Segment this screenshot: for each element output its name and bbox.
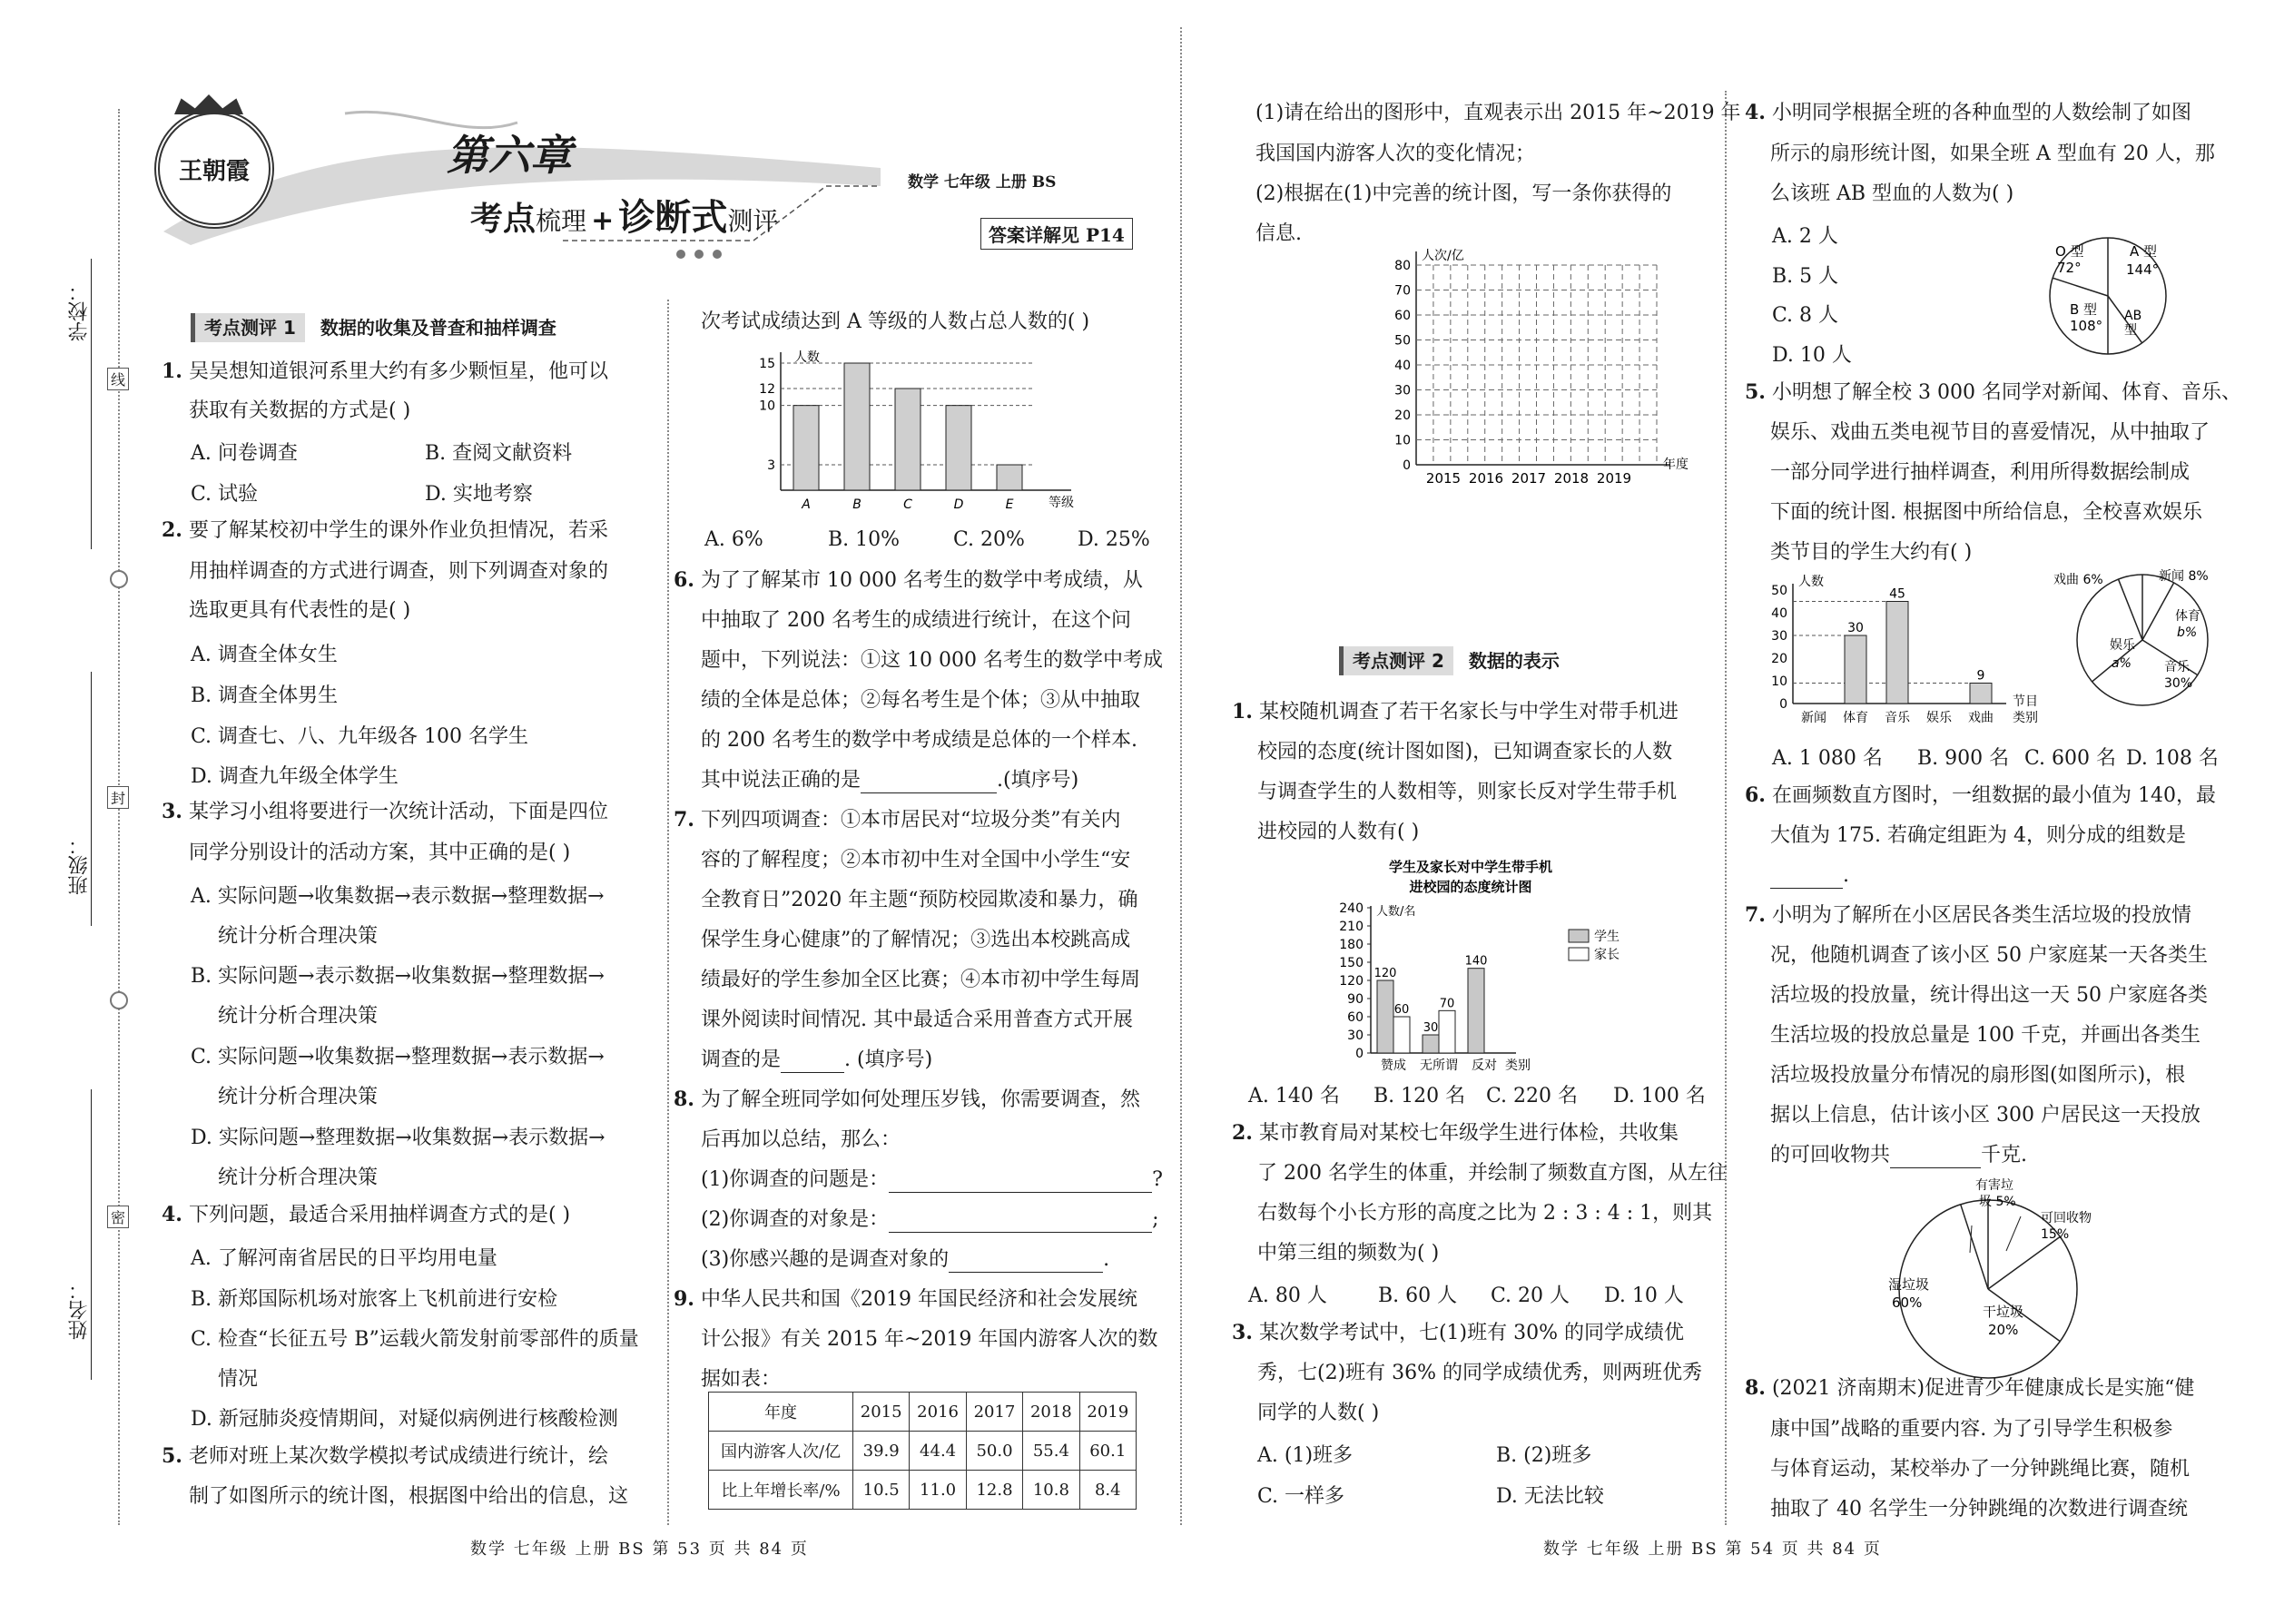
table-cell: 2015 <box>853 1393 910 1432</box>
question-line: 据以上信息，估计该小区 300 户居民这一天投放 <box>1770 1104 2200 1127</box>
legend-label: 学生 <box>1594 930 1620 944</box>
option-a[interactable]: A. 140 名 <box>1248 1085 1340 1107</box>
pie-label: 型 <box>2124 323 2137 338</box>
option-a[interactable]: A. 了解河南省居民的日平均用电量 <box>191 1247 497 1270</box>
question-line: 活垃圾的投放量，统计得出这一天 50 户家庭各类 <box>1770 984 2208 1007</box>
question-line: 全教育日”2020 年主题“预防校园欺凌和暴力，确 <box>701 889 1138 911</box>
chart-ylabel: 人数/名 <box>1376 905 1416 919</box>
category-label: B <box>852 497 861 512</box>
question-7: 7. 下列四项调查：①本市居民对“垃圾分类”有关内 <box>674 808 1121 832</box>
table-row <box>709 1471 1137 1510</box>
legend-swatch <box>1569 948 1589 960</box>
option-d-cont: 统计分析合理决策 <box>218 1166 379 1189</box>
option-b[interactable]: B. 调查全体男生 <box>191 684 339 707</box>
option-d[interactable]: D. 108 名 <box>2126 747 2219 770</box>
question-line: 一部分同学进行抽样调查，利用所得数据绘制成 <box>1770 461 2191 484</box>
tick-label: 40 <box>1394 359 1411 373</box>
pie-label: 108° <box>2070 318 2103 334</box>
table-cell: 11.0 <box>910 1471 966 1510</box>
category-label: 2018 <box>1553 470 1590 487</box>
bar <box>1393 1017 1410 1053</box>
question-9: 9. 中华人民共和国《2019 年国民经济和社会发展统 <box>674 1287 1137 1311</box>
table-cell: 年度 <box>709 1393 853 1432</box>
category-label: D <box>953 497 964 512</box>
question-8: 8. 为了解全班同学如何处理压岁钱，你需要调查，然 <box>674 1088 1140 1111</box>
tick-label: 40 <box>1771 606 1787 621</box>
category-label: A <box>802 497 811 512</box>
chart-phone-attitude <box>1307 853 1634 1071</box>
question-line: (1)你调查的问题是： ? <box>701 1168 1163 1191</box>
question-r3: 3. 某次数学考试中，七(1)班有 30% 的同学成绩优 <box>1232 1321 1685 1344</box>
question-line: 我国国内游客人次的变化情况； <box>1255 143 1536 165</box>
school-field[interactable] <box>91 259 92 549</box>
bar <box>793 406 819 490</box>
category-label: 反对 <box>1472 1058 1497 1071</box>
table-cell: 12.8 <box>966 1471 1022 1510</box>
data-label: 70 <box>1439 997 1455 1011</box>
question-r8: 8. (2021 济南期末)促进青少年健康成长是实施“健 <box>1745 1376 2195 1400</box>
question-line: 秀，七(2)班有 36% 的同学成绩优秀，则两班优秀 <box>1257 1362 1703 1384</box>
pie-label: 干垃圾 <box>1983 1304 2024 1320</box>
answer-reference[interactable]: 答案详解见 P14 <box>980 218 1133 250</box>
pie-label: 30% <box>2164 676 2193 691</box>
page-footer-right: 数学 七年级 上册 BS 第 54 页 共 84 页 <box>1543 1540 1882 1559</box>
question-line: (2)根据在(1)中完善的统计图，写一条你获得的 <box>1255 182 1672 205</box>
pie-label: AB <box>2124 309 2142 323</box>
tick-label: 15 <box>759 357 775 371</box>
option-d[interactable]: D. 调查九年级全体学生 <box>191 765 399 788</box>
category-label: 音乐 <box>1885 711 1910 725</box>
bar <box>1439 1010 1455 1053</box>
bar <box>844 363 870 490</box>
option-a[interactable]: A. 实际问题→收集数据→表示数据→整理数据→ <box>191 885 605 908</box>
option-a[interactable]: A. 调查全体女生 <box>191 644 338 666</box>
table-cell: 2017 <box>966 1393 1022 1432</box>
category-label: 2016 <box>1468 470 1504 487</box>
data-label: 30 <box>1847 621 1864 635</box>
option-c[interactable]: C. 20 人 <box>1491 1284 1570 1307</box>
answer-blank[interactable] <box>889 1174 1152 1193</box>
question-line: 制了如图所示的统计图，根据图中给出的信息，这 <box>189 1485 629 1508</box>
answer-blank[interactable] <box>1770 870 1843 889</box>
option-b[interactable]: B. 新郑国际机场对旅客上飞机前进行安检 <box>191 1288 558 1311</box>
option-a[interactable]: A. 1 080 名 <box>1772 747 1883 770</box>
table-cell: 8.4 <box>1079 1471 1136 1510</box>
name-label: 姓名： <box>68 1280 91 1340</box>
question-line: 据如表： <box>701 1368 782 1391</box>
tick-label: 0 <box>1403 458 1411 473</box>
chart-title: 学生及家长对中学生带手机 <box>1388 859 1553 875</box>
question-line: 计公报》有关 2015 年~2019 年国内游客人次的数 <box>701 1328 1158 1351</box>
book-meta: 数学 七年级 上册 BS <box>908 173 1057 192</box>
chart-blood-pie <box>2024 234 2197 361</box>
bar <box>997 465 1022 490</box>
tick-label: 10 <box>1394 433 1411 448</box>
pie-label: 湿垃圾 <box>1888 1276 1930 1293</box>
table-cell: 44.4 <box>910 1432 966 1471</box>
question-line: 类节目的学生大约有( ) <box>1770 541 1973 564</box>
answer-blank[interactable] <box>889 1214 1152 1233</box>
option-c[interactable]: C. 试验 <box>191 483 259 506</box>
question-line: 的 200 名考生的数学中考成绩是总体的一个样本. <box>701 729 1137 752</box>
bar <box>1970 684 1992 704</box>
chart-xlabel: 节目 <box>2013 694 2038 709</box>
question-line: 信息. <box>1255 222 1302 245</box>
option-d[interactable]: D. 10 人 <box>1604 1284 1684 1307</box>
pie-label: A 型 <box>2130 243 2158 260</box>
option-c[interactable]: C. 实际问题→收集数据→整理数据→表示数据→ <box>191 1046 605 1068</box>
seal-mark-feng: 封 <box>107 786 129 809</box>
option-d[interactable]: D. 新冠肺炎疫情期间，对疑似病例进行核酸检测 <box>191 1408 618 1431</box>
data-label: 9 <box>1976 668 1985 684</box>
column-divider <box>1725 91 1727 1525</box>
tick-label: 12 <box>759 382 775 397</box>
section-title: 数据的表示 <box>1468 650 1560 672</box>
category-label: 2017 <box>1511 470 1547 487</box>
tick-label: 60 <box>1394 309 1411 323</box>
seal-mark-mi: 密 <box>107 1206 129 1228</box>
category-label: 2015 <box>1425 470 1462 487</box>
question-r4: 4. 小明同学根据全班的各种血型的人数绘制了如图 <box>1745 101 2191 124</box>
tick-label: 210 <box>1339 920 1364 934</box>
question-line: 同学的人数( ) <box>1257 1402 1380 1424</box>
question-6: 6. 为了了解某市 10 000 名考生的数学中考成绩，从 <box>674 568 1143 592</box>
data-label: 120 <box>1373 967 1397 980</box>
question-line: 课外阅读时间情况. 其中最适合采用普查方式开展 <box>701 1009 1133 1031</box>
question-line: 中第三组的频数为( ) <box>1257 1242 1440 1265</box>
table-cell: 比上年增长率/% <box>709 1471 853 1510</box>
chart-ylabel: 人数 <box>794 350 820 365</box>
category-label: C <box>903 497 912 512</box>
question-line: 与调查学生的人数相等，则家长反对学生带手机 <box>1257 781 1678 803</box>
tick-label: 3 <box>767 458 775 473</box>
tick-label: 50 <box>1771 584 1787 598</box>
section-heading-1 <box>191 313 556 346</box>
question-line: (2)你调查的对象是： ; <box>701 1208 1159 1231</box>
question-line: 容的了解程度；②本市初中生对全国中小学生“安 <box>701 849 1131 871</box>
tick-label: 240 <box>1339 901 1364 916</box>
option-b[interactable]: B. 60 人 <box>1378 1284 1458 1307</box>
category-label: 体育 <box>1843 711 1868 725</box>
table-cell: 2018 <box>1023 1393 1079 1432</box>
question-line: 况，他随机调查了该小区 50 户家庭某一天各类生 <box>1770 944 2208 967</box>
tick-label: 0 <box>1779 697 1787 712</box>
option-c[interactable]: C. 20% <box>953 528 1025 551</box>
seal-mark-xian: 线 <box>107 368 129 390</box>
tick-label: 20 <box>1394 408 1411 423</box>
option-c[interactable]: C. 8 人 <box>1772 304 1839 327</box>
question-line: 获取有关数据的方式是( ) <box>189 399 411 422</box>
question-line: 娱乐、戏曲五类电视节目的喜爱情况，从中抽取了 <box>1770 421 2210 444</box>
pie-label: O 型 <box>2055 243 2084 260</box>
question-line: 右数每个小长方形的高度之比为 2 : 3 : 4 : 1，则其 <box>1257 1202 1713 1225</box>
bar <box>1423 1035 1439 1053</box>
tick-label: 20 <box>1771 652 1787 666</box>
school-label: 学校： <box>68 281 91 341</box>
category-label: 新闻 <box>1801 711 1826 725</box>
question-line: 的可回收物共 千克. <box>1770 1144 2028 1166</box>
option-c-cont: 情况 <box>218 1368 259 1391</box>
tick-label: 30 <box>1771 629 1787 644</box>
pie-label: 15% <box>2041 1227 2070 1242</box>
option-d[interactable]: D. 实际问题→整理数据→收集数据→表示数据→ <box>191 1127 605 1149</box>
question-line: 题中，下列说法：①这 10 000 名考生的数学中考成 <box>701 649 1163 672</box>
pie-label: 娱乐 <box>2110 638 2135 653</box>
tick-label: 10 <box>759 399 775 414</box>
question-line: 选取更具有代表性的是( ) <box>189 599 411 622</box>
category-label: 戏曲 <box>1968 711 1994 725</box>
legend-swatch <box>1569 930 1589 942</box>
data-label: 30 <box>1423 1021 1439 1035</box>
table-cell: 10.5 <box>853 1471 910 1510</box>
name-field[interactable] <box>91 1089 92 1380</box>
option-d[interactable]: D. 实地考察 <box>425 483 533 506</box>
pie-label: 有害垃 <box>1975 1178 2013 1193</box>
category-label: E <box>1005 497 1014 512</box>
question-line: 用抽样调查的方式进行调查，则下列调查对象的 <box>189 560 609 583</box>
legend-label: 家长 <box>1594 948 1620 962</box>
option-a-cont: 统计分析合理决策 <box>218 925 379 948</box>
tick-label: 10 <box>1771 674 1787 689</box>
option-c[interactable]: C. 检查“长征五号 B”运载火箭发射前零部件的质量 <box>191 1328 639 1351</box>
question-line: 么该班 AB 型血的人数为( ) <box>1770 182 2014 205</box>
question-line: 了 200 名学生的体重，并绘制了频数直方图，从左往 <box>1257 1162 1728 1185</box>
option-b[interactable]: B. 实际问题→表示数据→收集数据→整理数据→ <box>191 965 605 988</box>
pie-label: 可回收物 <box>2041 1211 2092 1225</box>
option-a[interactable]: A. 6% <box>704 528 763 551</box>
page-divider <box>1180 27 1182 1525</box>
table-cell: 10.8 <box>1023 1471 1079 1510</box>
column-divider <box>667 300 669 1525</box>
section-tag: 考点测评 1 <box>191 313 305 342</box>
pie-label: 戏曲 6% <box>2053 573 2103 587</box>
brand-logo: 王朝霞 <box>154 109 274 229</box>
question-line: 次考试成绩达到 A 等级的人数占总人数的( ) <box>701 310 1090 333</box>
question-line: 绩的全体是总体；②每名考生是个体；③从中抽取 <box>701 689 1141 712</box>
pie-label: b% <box>2177 625 2198 640</box>
question-line: 其中说法正确的是 .(填序号) <box>701 769 1079 792</box>
binding-hole-icon <box>110 570 128 588</box>
chapter-title: 第六章 <box>447 131 572 180</box>
header-subtitle: 考点梳理 + 诊断式测评 <box>470 197 779 239</box>
tick-label: 150 <box>1339 956 1364 970</box>
pie-label: 体育 <box>2175 609 2200 624</box>
question-5: 5. 老师对班上某次数学模拟考试成绩进行统计，绘 <box>162 1444 608 1468</box>
table-cell: 50.0 <box>966 1432 1022 1471</box>
question-line: 所示的扇形统计图，如果全班 A 型血有 20 人，那 <box>1770 143 2215 165</box>
tick-label: 50 <box>1394 333 1411 349</box>
option-d[interactable]: D. 无法比较 <box>1496 1485 1604 1508</box>
option-a[interactable]: A. 问卷调查 <box>191 442 298 465</box>
option-b[interactable]: B. (2)班多 <box>1496 1444 1592 1467</box>
class-label: 班级： <box>68 835 91 895</box>
tick-label: 80 <box>1394 259 1411 273</box>
question-line: 同学分别设计的活动方案，其中正确的是( ) <box>189 842 571 864</box>
class-field[interactable] <box>91 672 92 926</box>
question-line: (1)请在给出的图形中，直观表示出 2015 年~2019 年 <box>1255 102 1741 124</box>
tick-label: 60 <box>1347 1010 1364 1025</box>
question-line: 进校园的人数有( ) <box>1257 821 1420 843</box>
bar <box>1377 980 1393 1053</box>
question-r7: 7. 小明为了解所在小区居民各类生活垃圾的投放情 <box>1745 903 2191 927</box>
answer-blank[interactable] <box>949 1254 1103 1273</box>
option-c[interactable]: C. 220 名 <box>1486 1085 1579 1107</box>
tick-label: 70 <box>1394 283 1411 299</box>
question-line: 保学生身心健康”的了解情况；③选出本校跳高成 <box>701 929 1131 951</box>
pie-label: B 型 <box>2070 301 2098 318</box>
tick-label: 120 <box>1339 974 1364 989</box>
option-d[interactable]: D. 100 名 <box>1613 1085 1706 1107</box>
section-title: 数据的收集及普查和抽样调查 <box>320 317 556 339</box>
table-cell: 39.9 <box>853 1432 910 1471</box>
question-line: . <box>1770 862 1849 889</box>
chart-tv-bar <box>1748 567 2056 731</box>
question-line: 校园的态度(统计图如图)，已知调查家长的人数 <box>1257 741 1673 763</box>
data-label: 45 <box>1889 586 1905 602</box>
answer-blank[interactable] <box>861 774 997 793</box>
chart-xlabel: 类别 <box>1505 1058 1531 1071</box>
question-line: 后再加以总结，那么： <box>701 1128 901 1151</box>
chart-tourists-grid <box>1362 247 1725 492</box>
chart-grade-bar <box>726 345 1108 517</box>
section-tag: 考点测评 2 <box>1339 646 1453 675</box>
bar <box>1845 635 1866 704</box>
option-d[interactable]: D. 25% <box>1078 528 1150 551</box>
question-r5: 5. 小明想了解全校 3 000 名同学对新闻、体育、音乐、 <box>1745 380 2241 404</box>
bar <box>1886 602 1908 704</box>
question-r6: 6. 在画频数直方图时，一组数据的最小值为 140，最 <box>1745 783 2216 807</box>
bar <box>946 406 971 490</box>
tick-label: 30 <box>1347 1029 1364 1043</box>
bar <box>895 389 921 490</box>
option-a[interactable]: A. 80 人 <box>1248 1284 1327 1307</box>
pie-label: 60% <box>1892 1294 1923 1311</box>
question-r1: 1. 某校随机调查了若干名家长与中学生对带手机进 <box>1232 700 1679 723</box>
page-footer-left: 数学 七年级 上册 BS 第 53 页 共 84 页 <box>470 1540 809 1559</box>
data-label: 140 <box>1464 954 1488 969</box>
pie-label: a% <box>2112 656 2132 671</box>
question-line: 调查的是 . (填序号) <box>701 1048 933 1071</box>
chart-tv-pie <box>2052 567 2233 717</box>
tick-label: 0 <box>1355 1047 1364 1061</box>
option-b[interactable]: B. 10% <box>828 528 901 551</box>
pie-label: 音乐 <box>2164 660 2190 674</box>
chart-ylabel: 人数 <box>1798 575 1824 589</box>
chart-garbage-pie <box>1861 1171 2161 1393</box>
question-line: 与体育运动，某校举办了一分钟跳绳比赛，随机 <box>1770 1458 2191 1481</box>
category-label: 2019 <box>1596 470 1632 487</box>
pie-label: 144° <box>2126 261 2160 278</box>
data-label: 60 <box>1393 1003 1410 1017</box>
question-line: 活垃圾投放量分布情况的扇形图(如图所示)，根 <box>1770 1064 2186 1087</box>
table-header-row <box>709 1393 1137 1432</box>
answer-blank[interactable] <box>781 1054 844 1073</box>
question-line: 绩最好的学生参加全区比赛；④本市初中学生每周 <box>701 969 1141 991</box>
category-label: 赞成 <box>1381 1058 1406 1071</box>
chart-xlabel: 等级 <box>1049 496 1074 510</box>
binding-hole-icon <box>110 991 128 1009</box>
question-line: 康中国”战略的重要内容. 为了引导学生积极参 <box>1770 1418 2173 1441</box>
pie-label: 圾 5% <box>1979 1195 2016 1209</box>
option-d[interactable]: D. 10 人 <box>1772 344 1852 367</box>
option-c[interactable]: C. 调查七、八、九年级各 100 名学生 <box>191 725 529 748</box>
data-table <box>708 1392 1137 1510</box>
binding-line <box>118 109 120 1525</box>
question-1: 1. 吴吴想知道银河系里大约有多少颗恒星，他可以 <box>162 359 608 383</box>
question-3: 3. 某学习小组将要进行一次统计活动，下面是四位 <box>162 800 608 823</box>
option-c[interactable]: C. 600 名 <box>2024 747 2117 770</box>
option-a[interactable]: A. (1)班多 <box>1257 1444 1354 1467</box>
question-line: 生活垃圾的投放总量是 100 千克，并画出各类生 <box>1770 1024 2200 1047</box>
chart-title: 进校园的态度统计图 <box>1409 879 1532 895</box>
tick-label: 30 <box>1394 383 1411 399</box>
option-b[interactable]: B. 查阅文献资料 <box>425 442 573 465</box>
pie-label: 20% <box>1988 1322 2019 1338</box>
tick-label: 180 <box>1339 938 1364 952</box>
answer-blank[interactable] <box>1890 1149 1981 1168</box>
option-b[interactable]: B. 5 人 <box>1772 265 1839 288</box>
option-c-cont: 统计分析合理决策 <box>218 1086 379 1108</box>
pie-label: 新闻 8% <box>2159 569 2209 584</box>
table-cell: 55.4 <box>1023 1432 1079 1471</box>
section-heading-2 <box>1339 646 1560 679</box>
question-line: 下面的统计图. 根据图中所给信息，全校喜欢娱乐 <box>1770 501 2202 524</box>
table-cell: 60.1 <box>1079 1432 1136 1471</box>
chart-xlabel: 年度 <box>1663 458 1689 472</box>
option-b[interactable]: B. 900 名 <box>1917 747 2010 770</box>
chart-ylabel: 人次/亿 <box>1422 249 1464 263</box>
question-2: 2. 要了解某校初中学生的课外作业负担情况，若采 <box>162 518 608 542</box>
question-line: 中抽取了 200 名考生的成绩进行统计，在这个问 <box>701 609 1131 632</box>
table-cell: 2016 <box>910 1393 966 1432</box>
table-cell: 国内游客人次/亿 <box>709 1432 853 1471</box>
option-c[interactable]: C. 一样多 <box>1257 1485 1345 1508</box>
table-cell: 2019 <box>1079 1393 1136 1432</box>
pie-label: 72° <box>2057 260 2082 276</box>
option-a[interactable]: A. 2 人 <box>1772 225 1838 248</box>
chart-xlabel: 类别 <box>2013 711 2038 725</box>
question-r2: 2. 某市教育局对某校七年级学生进行体检，共收集 <box>1232 1121 1679 1145</box>
bar <box>1468 969 1484 1053</box>
table-row <box>709 1432 1137 1471</box>
question-line: (3)你感兴趣的是调查对象的 . <box>701 1248 1110 1271</box>
category-label: 娱乐 <box>1926 711 1952 725</box>
question-4: 4. 下列问题，最适合采用抽样调查方式的是( ) <box>162 1203 571 1226</box>
question-line: 抽取了 40 名学生一分钟跳绳的次数进行调查统 <box>1770 1498 2188 1521</box>
category-label: 无所谓 <box>1420 1058 1458 1071</box>
question-line: 大值为 175. 若确定组距为 4，则分成的组数是 <box>1770 824 2186 847</box>
tick-label: 90 <box>1347 992 1364 1007</box>
option-b-cont: 统计分析合理决策 <box>218 1005 379 1028</box>
option-b[interactable]: B. 120 名 <box>1373 1085 1466 1107</box>
